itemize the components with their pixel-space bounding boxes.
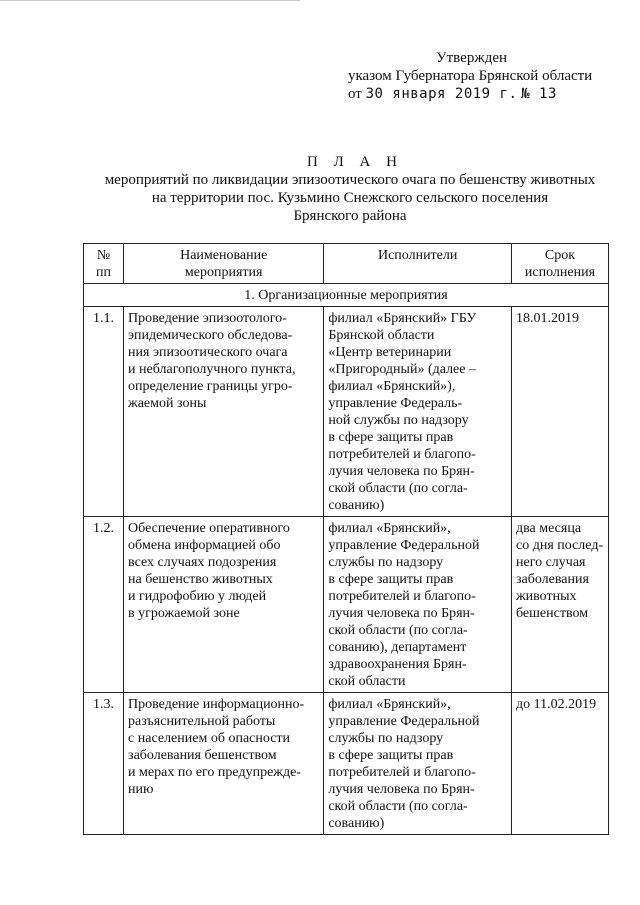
row-number: 1.2.: [84, 517, 124, 693]
plan-table: [83, 243, 609, 835]
table-row: [84, 517, 609, 693]
row-executors: филиал «Брянский», управление Федеральной службы по надзору в сфере защиты прав потребителей и благопо- лучия человека по Брян- ской области (по согла- сованию), департамент здравоохранения Брян- ской области: [324, 517, 512, 693]
plan-header: [60, 153, 640, 225]
plan-subtitle-line: мероприятий по ликвидации эпизоотического очага по бешенству животных: [104, 172, 596, 188]
row-name: Проведение информационно- разъяснительной работы с населением об опасности заболевания бешенством и мерах по его предупрежде- нию: [124, 693, 324, 835]
approval-number: № 13: [521, 86, 557, 102]
table-header-row: [84, 244, 609, 284]
section-title: 1. Организационные мероприятия: [84, 284, 609, 307]
row-term: 18.01.2019: [511, 307, 608, 517]
approval-date-line: [348, 85, 618, 103]
section-row: [84, 284, 609, 307]
plan-title: П Л А Н: [307, 154, 403, 170]
row-number: 1.3.: [84, 693, 124, 835]
row-name: Проведение эпизоотолого- эпидемического обследова- ния эпизоотического очага и неблагополучного пункта, определение границы угро- жаемой зоны: [124, 307, 324, 517]
table-row: [84, 307, 609, 517]
row-term: до 11.02.2019: [511, 693, 608, 835]
row-term: два месяца со дня послед- него случая заболевания животных бешенством: [511, 517, 608, 693]
approval-date-prefix: от: [348, 86, 362, 102]
column-header-executors: Исполнители: [324, 244, 512, 284]
row-executors: филиал «Брянский», управление Федеральной службы по надзору в сфере защиты прав потребителей и благопо- лучия человека по Брян- ской области (по согла- сованию): [324, 693, 512, 835]
row-executors: филиал «Брянский» ГБУ Брянской области «Центр ветеринарии «Пригородный» (далее – филиал «Брянский»), управление Федераль- ной службы по надзору в сфере защиты прав потребителей и благопо- лучия человека по Брян- ской области (по согла- сованию): [324, 307, 512, 517]
column-header-name: Наименование мероприятия: [124, 244, 324, 284]
column-header-term: Срок исполнения: [511, 244, 608, 284]
table-row: [84, 693, 609, 835]
approval-date: 30 января 2019 г.: [365, 86, 518, 102]
approval-decree: указом Губернатора Брянской области: [348, 68, 593, 84]
approval-block: [348, 49, 618, 103]
top-scan-rule: [0, 0, 300, 1]
plan-subtitle-line: Брянского района: [293, 208, 407, 224]
approval-status: Утвержден: [436, 50, 508, 66]
row-name: Обеспечение оперативного обмена информацией обо всех случаях подозрения на бешенство животных и гидрофобию у людей в угрожаемой зоне: [124, 517, 324, 693]
plan-subtitle-line: на территории пос. Кузьмино Снежского сельского поселения: [151, 190, 549, 206]
row-number: 1.1.: [84, 307, 124, 517]
column-header-number: № пп: [84, 244, 124, 284]
